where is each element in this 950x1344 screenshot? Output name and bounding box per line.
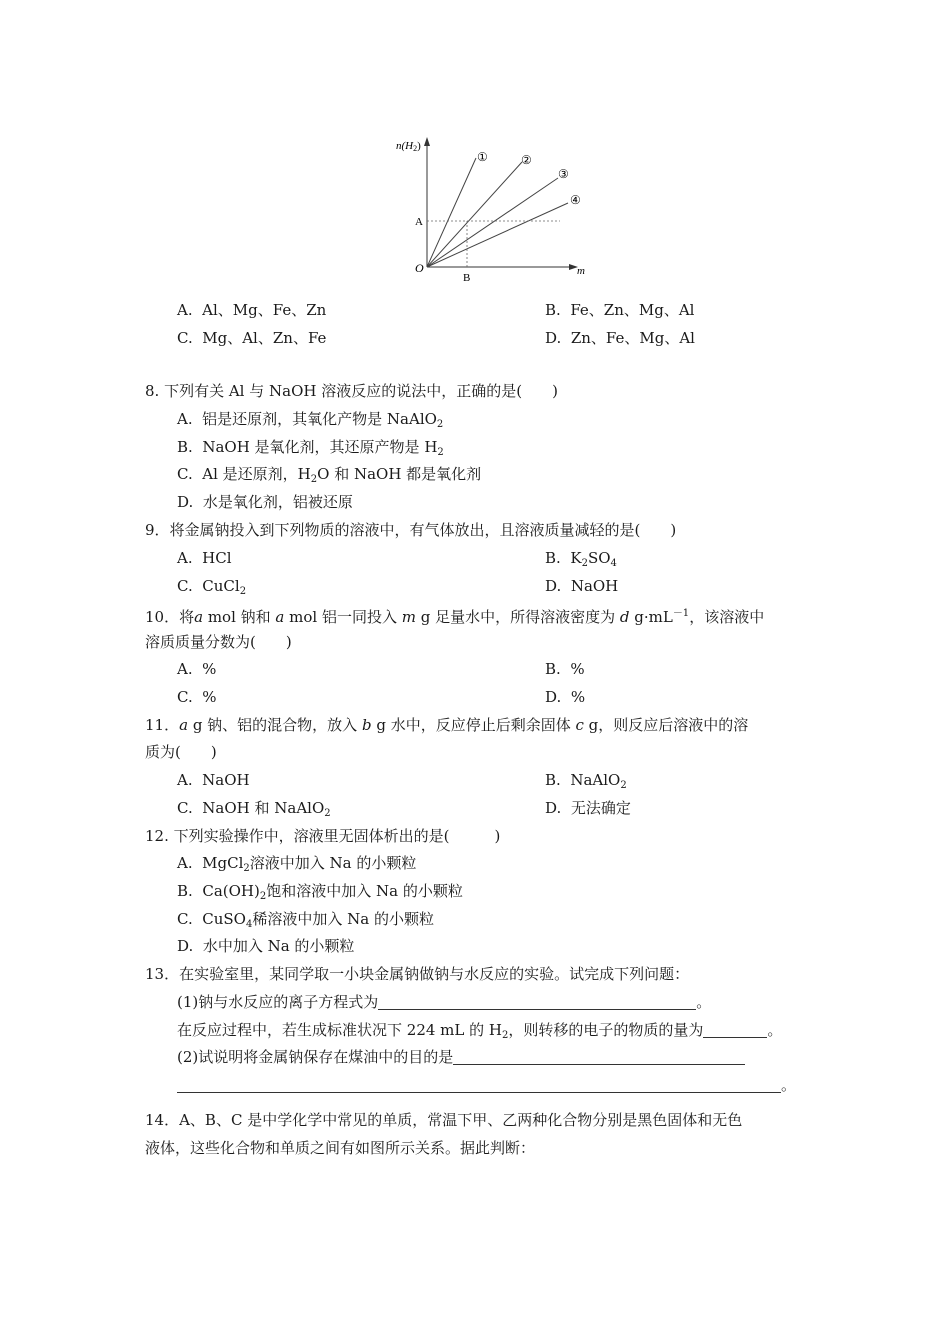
y-axis-arrow bbox=[424, 137, 430, 146]
q10-option-c: C. % bbox=[177, 688, 217, 706]
origin-label: O bbox=[415, 261, 424, 275]
q8-stem: 8. 下列有关 Al 与 NaOH 溶液反应的说法中，正确的是( ) bbox=[145, 382, 558, 400]
series-label-1: ① bbox=[477, 150, 488, 164]
q7-option-d: D. Zn、Fe、Mg、Al bbox=[545, 329, 695, 347]
q12-option-c: C. CuSO$_4$稀溶液中加入 Na 的小颗粒 bbox=[177, 910, 434, 930]
q13-part1: (1)钠与水反应的离子方程式为 。 bbox=[177, 993, 712, 1011]
q9-option-c: C. CuCl$_2$ bbox=[177, 577, 247, 597]
series-line-2 bbox=[427, 162, 522, 267]
q13-part2-continuation: 。 bbox=[177, 1075, 796, 1095]
q12-stem: 12. 下列实验操作中，溶液里无固体析出的是( ) bbox=[145, 827, 501, 845]
q13-part1-followup: 在反应过程中，若生成标准状况下 224 mL 的 $H_2$，则转移的电子的物质的量为 。 bbox=[177, 1021, 783, 1041]
q11-stem-line1: 11．a g 钠、铝的混合物，放入 b g 水中，反应停止后剩余固体 c g，则反应后溶液中的溶 bbox=[145, 716, 749, 734]
q10-stem-line1: 10．将a mol 钠和 a mol 铝一同投入 m g 足量水中，所得溶液密度为 d $g\cdot mL^{-1}$，该溶液中 bbox=[145, 608, 765, 626]
q14-stem-line2: 液体，这些化合物和单质之间有如图所示关系。据此判断： bbox=[145, 1139, 536, 1157]
q8-option-d: D. 水是氧化剂，铝被还原 bbox=[177, 493, 353, 511]
q7-option-c: C. Mg、Al、Zn、Fe bbox=[177, 329, 327, 347]
q9-option-b: B. $K_2SO_4$ bbox=[545, 549, 617, 569]
q10-option-b: B. % bbox=[545, 660, 585, 678]
tick-label-b: B bbox=[463, 272, 471, 284]
hydrogen-mass-graph bbox=[0, 0, 950, 300]
q8-option-b: B. NaOH 是氧化剂，其还原产物是 $H_2$ bbox=[177, 438, 444, 458]
q13-part2: (2)试说明将金属钠保存在煤油中的目的是 bbox=[177, 1047, 745, 1067]
q10-stem-line2: 溶质质量分数为( ) bbox=[145, 633, 292, 651]
q11-option-c: C. NaOH 和 NaAlO$_2$ bbox=[177, 799, 331, 819]
q11-option-d: D. 无法确定 bbox=[545, 799, 631, 817]
q11-option-b: B. NaAlO$_2$ bbox=[545, 771, 627, 791]
q14-stem-line1: 14．A、B、C 是中学化学中常见的单质，常温下甲、乙两种化合物分别是黑色固体和无色 bbox=[145, 1111, 743, 1129]
q13-answer-blank-2[interactable] bbox=[703, 1021, 767, 1038]
tick-label-a: A bbox=[415, 216, 423, 228]
q7-option-b: B. Fe、Zn、Mg、Al bbox=[545, 301, 695, 319]
q12-option-a: A. MgCl$_2$溶液中加入 Na 的小颗粒 bbox=[177, 854, 417, 874]
q13-answer-blank-3[interactable] bbox=[453, 1048, 745, 1065]
q10-option-d: D. % bbox=[545, 688, 586, 706]
q8-option-a: A. 铝是还原剂，其氧化产物是 NaAlO$_2$ bbox=[177, 410, 444, 430]
y-axis-label: n(H2) bbox=[396, 140, 421, 153]
q11-stem-line2: 质为( ) bbox=[145, 743, 217, 761]
q10-option-a: A. % bbox=[177, 660, 217, 678]
q9-option-a: A. HCl bbox=[177, 549, 232, 567]
q13-answer-blank-1[interactable] bbox=[378, 993, 696, 1010]
x-axis-label: m bbox=[577, 265, 585, 277]
series-label-4: ④ bbox=[570, 193, 581, 207]
q12-option-b: B. $Ca(OH)_2$饱和溶液中加入 Na 的小颗粒 bbox=[177, 882, 463, 902]
series-line-4 bbox=[427, 203, 568, 267]
series-label-3: ③ bbox=[558, 167, 569, 181]
q13-answer-blank-4[interactable] bbox=[177, 1076, 781, 1093]
q11-option-a: A. NaOH bbox=[177, 771, 250, 789]
q7-option-a: A. Al、Mg、Fe、Zn bbox=[177, 301, 327, 319]
q12-option-d: D. 水中加入 Na 的小颗粒 bbox=[177, 937, 355, 955]
q9-option-d: D. NaOH bbox=[545, 577, 619, 595]
q8-option-c: C. Al 是还原剂，$H_2O$ 和 NaOH 都是氧化剂 bbox=[177, 465, 482, 485]
q13-stem: 13．在实验室里，某同学取一小块金属钠做钠与水反应的实验。试完成下列问题： bbox=[145, 965, 690, 983]
series-label-2: ② bbox=[521, 153, 532, 167]
q9-stem: 9．将金属钠投入到下列物质的溶液中，有气体放出，且溶液质量减轻的是( ) bbox=[145, 521, 677, 539]
